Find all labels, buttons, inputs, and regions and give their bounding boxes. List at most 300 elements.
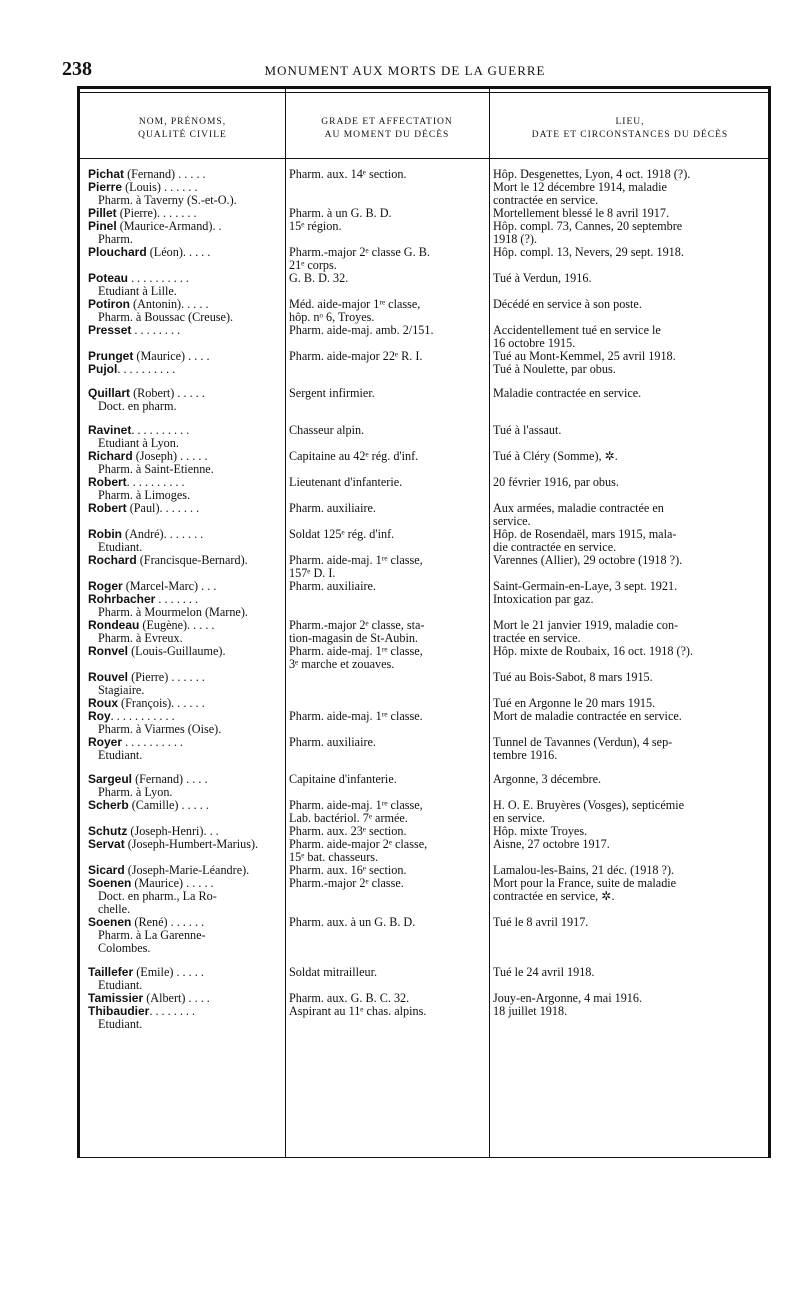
place-line: 18 juillet 1918. <box>493 1004 568 1018</box>
place-line: Mortellement blessé le 8 avril 1917. <box>493 206 669 220</box>
table-row <box>80 387 768 413</box>
grade-cell <box>285 736 489 762</box>
grade-line: Pharm. aide-major 2ᵉ classe, <box>289 837 428 851</box>
grade-cell <box>285 246 489 272</box>
entries-list <box>80 168 768 1031</box>
grade-line: Lab. bactériol. 7ᵉ armée. <box>289 811 408 825</box>
grade-cell <box>285 350 489 363</box>
entry-surname: Pinel <box>88 219 117 233</box>
place-cell <box>489 877 768 916</box>
page-number: 238 <box>62 58 92 80</box>
grade-line: 3ᵉ marche et zouaves. <box>289 657 395 671</box>
entry-surname: Robin <box>88 527 122 541</box>
place-line: Hôp. mixte Troyes. <box>493 824 588 838</box>
grade-line: Méd. aide-major 1ʳᵉ classe, <box>289 297 421 311</box>
place-cell <box>489 838 768 864</box>
grade-line: Pharm.-major 2ᵉ classe G. B. <box>289 245 430 259</box>
entry-civil-quality: Pharm. <box>98 232 133 246</box>
name-cell <box>80 736 285 762</box>
grade-cell <box>285 966 489 992</box>
entry-given-names: (Joseph-Marie-Léandre). <box>124 863 250 877</box>
deaths-table <box>77 86 771 1158</box>
place-line: Hôp. Desgenettes, Lyon, 4 oct. 1918 (?). <box>493 167 691 181</box>
place-line: Varennes (Allier), 29 octobre (1918 ?). <box>493 553 683 567</box>
table-row <box>80 671 768 697</box>
name-line <box>88 799 285 812</box>
entry-surname: Roy <box>88 709 111 723</box>
name-cell <box>80 220 285 246</box>
grade-cell <box>285 181 489 207</box>
entry-surname: Rouvel <box>88 670 129 684</box>
grade-cell <box>285 476 489 502</box>
entry-surname: Ronvel <box>88 644 129 658</box>
place-cell <box>489 450 768 476</box>
grade-cell <box>285 799 489 825</box>
grade-line: Capitaine d'infanterie. <box>289 772 397 786</box>
entry-surname: Pierre <box>88 180 123 194</box>
entry-surname: Schutz <box>88 824 128 838</box>
grade-cell <box>285 502 489 528</box>
entry-surname: Robert <box>88 501 127 515</box>
entry-civil-quality: Etudiant à Lille. <box>98 284 177 298</box>
header-separator <box>80 158 768 159</box>
place-line: Mort le 12 décembre 1914, maladie <box>493 180 667 194</box>
entry-civil-quality: Pharm. à Saint-Etienne. <box>98 462 214 476</box>
entry-given-names: . . . . . . . . . . <box>117 362 176 376</box>
entry-civil-quality: Etudiant. <box>98 978 143 992</box>
place-cell <box>489 246 768 272</box>
grade-line: Soldat 125ᵉ rég. d'inf. <box>289 527 395 541</box>
grade-line: 21ᵉ corps. <box>289 258 337 272</box>
entry-given-names: (René) . . . . . . <box>131 915 205 929</box>
table-row <box>80 363 768 376</box>
grade-line: Soldat mitrailleur. <box>289 965 378 979</box>
entry-surname: Royer <box>88 735 123 749</box>
table-row <box>80 424 768 450</box>
entry-civil-quality: Stagiaire. <box>98 683 145 697</box>
entry-given-names: (Joseph-Humbert-Marius). <box>124 837 259 851</box>
place-line: Aux armées, maladie contractée en <box>493 501 664 515</box>
entry-civil-quality: chelle. <box>98 902 131 916</box>
name-cell <box>80 363 285 376</box>
place-cell <box>489 619 768 645</box>
grade-cell <box>285 220 489 246</box>
entry-given-names: (Fernand) . . . . <box>132 772 208 786</box>
column-header-grade: GRADE ET AFFECTATION AU MOMENT DU DÉCÈS <box>321 117 453 140</box>
name-cell <box>80 593 285 619</box>
entry-surname: Scherb <box>88 798 129 812</box>
entry-civil-quality: Etudiant. <box>98 1017 143 1031</box>
entry-surname: Rohrbacher <box>88 592 156 606</box>
entry-given-names: (Pierre). . . . . . . <box>116 206 197 220</box>
name-cell <box>80 619 285 645</box>
column-header-name: NOM, PRÉNOMS, QUALITÉ CIVILE <box>138 117 227 140</box>
place-line: 1918 (?). <box>493 232 537 246</box>
entry-surname: Pillet <box>88 206 117 220</box>
place-line: Lamalou-les-Bains, 21 déc. (1918 ?). <box>493 863 675 877</box>
table-row <box>80 350 768 363</box>
place-line: Tué au Mont-Kemmel, 25 avril 1918. <box>493 349 676 363</box>
entry-surname: Sargeul <box>88 772 133 786</box>
table-row <box>80 528 768 554</box>
name-cell <box>80 773 285 799</box>
place-line: 16 octobre 1915. <box>493 336 576 350</box>
entry-given-names: (André). . . . . . . <box>122 527 204 541</box>
table-row <box>80 877 768 916</box>
table-row <box>80 736 768 762</box>
grade-line: Pharm. aux. à un G. B. D. <box>289 915 416 929</box>
table-row <box>80 502 768 528</box>
table-row <box>80 554 768 580</box>
grade-line: Pharm.-major 2ᵉ classe, sta- <box>289 618 425 632</box>
entry-given-names: . . . . . . . <box>155 592 199 606</box>
grade-line: Pharm. aux. G. B. C. 32. <box>289 991 410 1005</box>
grade-cell <box>285 1005 489 1031</box>
grade-line: Pharm. à un G. B. D. <box>289 206 392 220</box>
place-line: en service. <box>493 811 546 825</box>
grade-line: Sergent infirmier. <box>289 386 375 400</box>
grade-line: Pharm. aux. 23ᵉ section. <box>289 824 407 838</box>
entry-given-names: (Pierre) . . . . . . <box>128 670 205 684</box>
grade-line: Pharm. aide-maj. 1ʳᵉ classe, <box>289 798 423 812</box>
table-row <box>80 645 768 671</box>
table-row <box>80 619 768 645</box>
grade-line: G. B. D. 32. <box>289 271 349 285</box>
grade-line: Pharm. aide-maj. 1ʳᵉ classe, <box>289 553 423 567</box>
place-cell <box>489 671 768 697</box>
grade-line: Pharm. aide-maj. 1ʳᵉ classe, <box>289 644 423 658</box>
name-cell <box>80 528 285 554</box>
entry-civil-quality: Colombes. <box>98 941 151 955</box>
entry-civil-quality: Etudiant. <box>98 540 143 554</box>
grade-cell <box>285 619 489 645</box>
table-row <box>80 450 768 476</box>
name-line <box>88 363 285 376</box>
entry-civil-quality: Doct. en pharm. <box>98 399 177 413</box>
place-line: Tunnel de Tavannes (Verdun), 4 sep- <box>493 735 673 749</box>
entry-given-names: (Joseph-Henri). . . <box>127 824 219 838</box>
place-line: Décédé en service à son poste. <box>493 297 642 311</box>
entry-civil-quality: Pharm. à Viarmes (Oise). <box>98 722 222 736</box>
grade-line: hôp. nᵒ 6, Troyes. <box>289 310 375 324</box>
place-line: Tué en Argonne le 20 mars 1915. <box>493 696 656 710</box>
entry-surname: Tamissier <box>88 991 144 1005</box>
column-header-place: LIEU, DATE ET CIRCONSTANCES DU DÉCÈS <box>531 117 729 140</box>
name-cell <box>80 710 285 736</box>
table-row <box>80 246 768 272</box>
grade-cell <box>285 593 489 619</box>
place-cell <box>489 298 768 324</box>
entry-given-names: (Maurice-Armand). . <box>116 219 222 233</box>
place-line: H. O. E. Bruyères (Vosges), septicémie <box>493 798 685 812</box>
entry-civil-quality: Pharm. à Lyon. <box>98 785 173 799</box>
grade-cell <box>285 424 489 450</box>
place-line: 20 février 1916, par obus. <box>493 475 619 489</box>
entry-surname: Taillefer <box>88 965 134 979</box>
place-cell <box>489 363 768 376</box>
grade-line: Chasseur alpin. <box>289 423 365 437</box>
entry-surname: Roger <box>88 579 123 593</box>
place-cell <box>489 966 768 992</box>
place-cell <box>489 645 768 671</box>
grade-line: Pharm. aide-maj. 1ʳᵉ classe. <box>289 709 423 723</box>
entry-surname: Quillart <box>88 386 131 400</box>
entry-civil-quality: Etudiant. <box>98 748 143 762</box>
entry-civil-quality: Pharm. à Mourmelon (Marne). <box>98 605 248 619</box>
name-line <box>88 645 285 658</box>
entry-civil-quality: Pharm. à Limoges. <box>98 488 191 502</box>
grade-cell <box>285 671 489 697</box>
name-cell <box>80 272 285 298</box>
table-row <box>80 593 768 619</box>
place-line: Hôp. compl. 13, Nevers, 29 sept. 1918. <box>493 245 684 259</box>
entry-given-names: (Louis-Guillaume). <box>128 644 226 658</box>
place-line: Accidentellement tué en service le <box>493 323 661 337</box>
grade-line: Pharm. aide-maj. amb. 2/151. <box>289 323 434 337</box>
table-row <box>80 966 768 992</box>
entry-given-names: (Paul). . . . . . . <box>126 501 200 515</box>
place-line: contractée en service, ✲. <box>493 889 615 903</box>
place-line: Tué le 24 avril 1918. <box>493 965 595 979</box>
place-line: Hôp. compl. 73, Cannes, 20 septembre <box>493 219 683 233</box>
grade-cell <box>285 324 489 350</box>
name-cell <box>80 502 285 528</box>
name-cell <box>80 387 285 413</box>
entry-given-names: (Eugène). . . . . <box>139 618 215 632</box>
place-cell <box>489 220 768 246</box>
place-cell <box>489 324 768 350</box>
grade-line: 15ᵉ région. <box>289 219 342 233</box>
grade-line: Pharm. auxiliaire. <box>289 579 376 593</box>
name-cell <box>80 450 285 476</box>
page-title: MONUMENT AUX MORTS DE LA GUERRE <box>264 63 546 78</box>
page-header <box>60 58 750 80</box>
entry-surname: Robert <box>88 475 127 489</box>
place-line: Tué à Noulette, par obus. <box>493 362 616 376</box>
entry-civil-quality: Doct. en pharm., La Ro- <box>98 889 217 903</box>
grade-cell <box>285 877 489 916</box>
place-line: die contractée en service. <box>493 540 617 554</box>
place-cell <box>489 387 768 413</box>
place-line: tractée en service. <box>493 631 581 645</box>
entry-civil-quality: Pharm. à La Garenne- <box>98 928 206 942</box>
name-cell <box>80 324 285 350</box>
entry-surname: Pujol <box>88 362 118 376</box>
place-line: contractée en service. <box>493 193 599 207</box>
entry-given-names: (Maurice) . . . . <box>133 349 210 363</box>
place-cell <box>489 424 768 450</box>
table-row <box>80 298 768 324</box>
place-line: Tué à l'assaut. <box>493 423 562 437</box>
entry-surname: Prunget <box>88 349 134 363</box>
place-line: Jouy-en-Argonne, 4 mai 1916. <box>493 991 643 1005</box>
place-line: Tué le 8 avril 1917. <box>493 915 589 929</box>
grade-line: Pharm. aide-major 22ᵉ R. I. <box>289 349 423 363</box>
table-row <box>80 272 768 298</box>
entry-given-names: (Albert) . . . . <box>143 991 210 1005</box>
name-cell <box>80 671 285 697</box>
table-row <box>80 799 768 825</box>
name-line <box>88 502 285 515</box>
entry-civil-quality: Pharm. à Boussac (Creuse). <box>98 310 234 324</box>
entry-civil-quality: Pharm. à Evreux. <box>98 631 183 645</box>
name-cell <box>80 645 285 671</box>
grade-line: Lieutenant d'infanterie. <box>289 475 403 489</box>
entry-given-names: (Emile) . . . . . <box>133 965 204 979</box>
table-row <box>80 220 768 246</box>
entry-surname: Potiron <box>88 297 130 311</box>
place-line: Tué à Cléry (Somme), ✲. <box>493 449 618 463</box>
grade-cell <box>285 645 489 671</box>
grade-cell <box>285 838 489 864</box>
entry-civil-quality: Etudiant à Lyon. <box>98 436 179 450</box>
entry-surname: Pichat <box>88 167 125 181</box>
grade-cell <box>285 272 489 298</box>
name-cell <box>80 1005 285 1031</box>
grade-line: Pharm.-major 2ᵉ classe. <box>289 876 404 890</box>
entry-surname: Plouchard <box>88 245 147 259</box>
entry-surname: Soenen <box>88 876 132 890</box>
table-row <box>80 324 768 350</box>
entry-surname: Richard <box>88 449 133 463</box>
grade-cell <box>285 916 489 955</box>
place-line: Mort de maladie contractée en service. <box>493 709 682 723</box>
grade-line: 157ᵉ D. I. <box>289 566 336 580</box>
name-cell <box>80 246 285 272</box>
place-cell <box>489 502 768 528</box>
name-line <box>88 554 285 567</box>
place-line: Mort pour la France, suite de maladie <box>493 876 677 890</box>
table-row <box>80 916 768 955</box>
entry-given-names: . . . . . . . . . . <box>128 271 189 285</box>
grade-cell <box>285 168 489 181</box>
place-cell <box>489 799 768 825</box>
place-line: Hôp. mixte de Roubaix, 16 oct. 1918 (?). <box>493 644 694 658</box>
entry-given-names: (Maurice) . . . . . <box>131 876 214 890</box>
grade-line: tion-magasin de St-Aubin. <box>289 631 418 645</box>
entry-surname: Sicard <box>88 863 125 877</box>
table-row <box>80 773 768 799</box>
entry-surname: Presset <box>88 323 132 337</box>
place-line: Argonne, 3 décembre. <box>493 772 602 786</box>
place-line: Tué à Verdun, 1916. <box>493 271 592 285</box>
place-line: Mort le 21 janvier 1919, maladie con- <box>493 618 679 632</box>
grade-cell <box>285 554 489 580</box>
table-row <box>80 710 768 736</box>
grade-cell <box>285 710 489 736</box>
entry-given-names: . . . . . . . . <box>149 1004 196 1018</box>
grade-line: Pharm. auxiliaire. <box>289 501 376 515</box>
entry-given-names: (Francisque-Bernard). <box>136 553 248 567</box>
place-cell <box>489 736 768 762</box>
grade-line: Pharm. aux. 16ᵉ section. <box>289 863 407 877</box>
place-line: Hôp. de Rosendaël, mars 1915, mala- <box>493 527 677 541</box>
grade-line: Pharm. aux. 14ᵉ section. <box>289 167 407 181</box>
place-cell <box>489 181 768 207</box>
name-cell <box>80 838 285 864</box>
place-cell <box>489 554 768 580</box>
grade-cell <box>285 528 489 554</box>
entry-given-names: (Antonin). . . . . <box>130 297 209 311</box>
name-line <box>88 246 285 259</box>
entry-given-names: . . . . . . . . . . <box>122 735 183 749</box>
place-cell <box>489 710 768 736</box>
entry-given-names: . . . . . . . . . . <box>126 475 185 489</box>
entry-surname: Roux <box>88 696 118 710</box>
entry-given-names: (Robert) . . . . . <box>130 386 205 400</box>
name-cell <box>80 877 285 916</box>
entry-surname: Servat <box>88 837 125 851</box>
name-cell <box>80 298 285 324</box>
grade-line: Pharm. auxiliaire. <box>289 735 376 749</box>
entry-surname: Thibaudier <box>88 1004 150 1018</box>
grade-cell <box>285 773 489 799</box>
place-line: tembre 1916. <box>493 748 558 762</box>
place-cell <box>489 916 768 955</box>
entry-given-names: (Fernand) . . . . . <box>124 167 206 181</box>
name-cell <box>80 916 285 955</box>
entry-surname: Ravinet <box>88 423 132 437</box>
entry-given-names: (François). . . . . . <box>118 696 205 710</box>
grade-cell <box>285 387 489 413</box>
place-cell <box>489 593 768 619</box>
place-line: Aisne, 27 octobre 1917. <box>493 837 610 851</box>
table-row <box>80 476 768 502</box>
name-line <box>88 838 285 851</box>
entry-given-names: . . . . . . . . <box>131 323 181 337</box>
name-cell <box>80 966 285 992</box>
entry-surname: Soenen <box>88 915 132 929</box>
grade-cell <box>285 363 489 376</box>
grade-line: 15ᵉ bat. chasseurs. <box>289 850 379 864</box>
table-row <box>80 838 768 864</box>
place-cell <box>489 528 768 554</box>
place-cell <box>489 1005 768 1031</box>
name-line <box>88 324 285 337</box>
place-cell <box>489 773 768 799</box>
table-row <box>80 1005 768 1031</box>
entry-given-names: . . . . . . . . . . <box>131 423 190 437</box>
place-line: Maladie contractée en service. <box>493 386 642 400</box>
entry-civil-quality: Pharm. à Taverny (S.-et-O.). <box>98 193 237 207</box>
place-line: Tué au Bois-Sabot, 8 mars 1915. <box>493 670 653 684</box>
place-line: service. <box>493 514 531 528</box>
entry-given-names: (Marcel-Marc) . . . <box>122 579 217 593</box>
place-line: Saint-Germain-en-Laye, 3 sept. 1921. <box>493 579 678 593</box>
table-row <box>80 181 768 207</box>
grade-line: Capitaine au 42ᵉ rég. d'inf. <box>289 449 419 463</box>
name-cell <box>80 799 285 825</box>
name-cell <box>80 554 285 580</box>
grade-cell <box>285 450 489 476</box>
entry-given-names: (Louis) . . . . . . <box>122 180 198 194</box>
entry-given-names: (Camille) . . . . . <box>128 798 209 812</box>
name-cell <box>80 424 285 450</box>
entry-surname: Poteau <box>88 271 129 285</box>
place-cell <box>489 476 768 502</box>
grade-cell <box>285 580 489 593</box>
entry-given-names: (Joseph) . . . . . <box>132 449 208 463</box>
place-cell <box>489 272 768 298</box>
entry-given-names: (Léon). . . . . <box>146 245 211 259</box>
name-cell <box>80 181 285 207</box>
place-line: Intoxication par gaz. <box>493 592 594 606</box>
entry-surname: Rochard <box>88 553 137 567</box>
grade-line: Aspirant au 11ᵉ chas. alpins. <box>289 1004 427 1018</box>
entry-given-names: . . . . . . . . . . . <box>110 709 175 723</box>
entry-surname: Rondeau <box>88 618 140 632</box>
name-cell <box>80 476 285 502</box>
